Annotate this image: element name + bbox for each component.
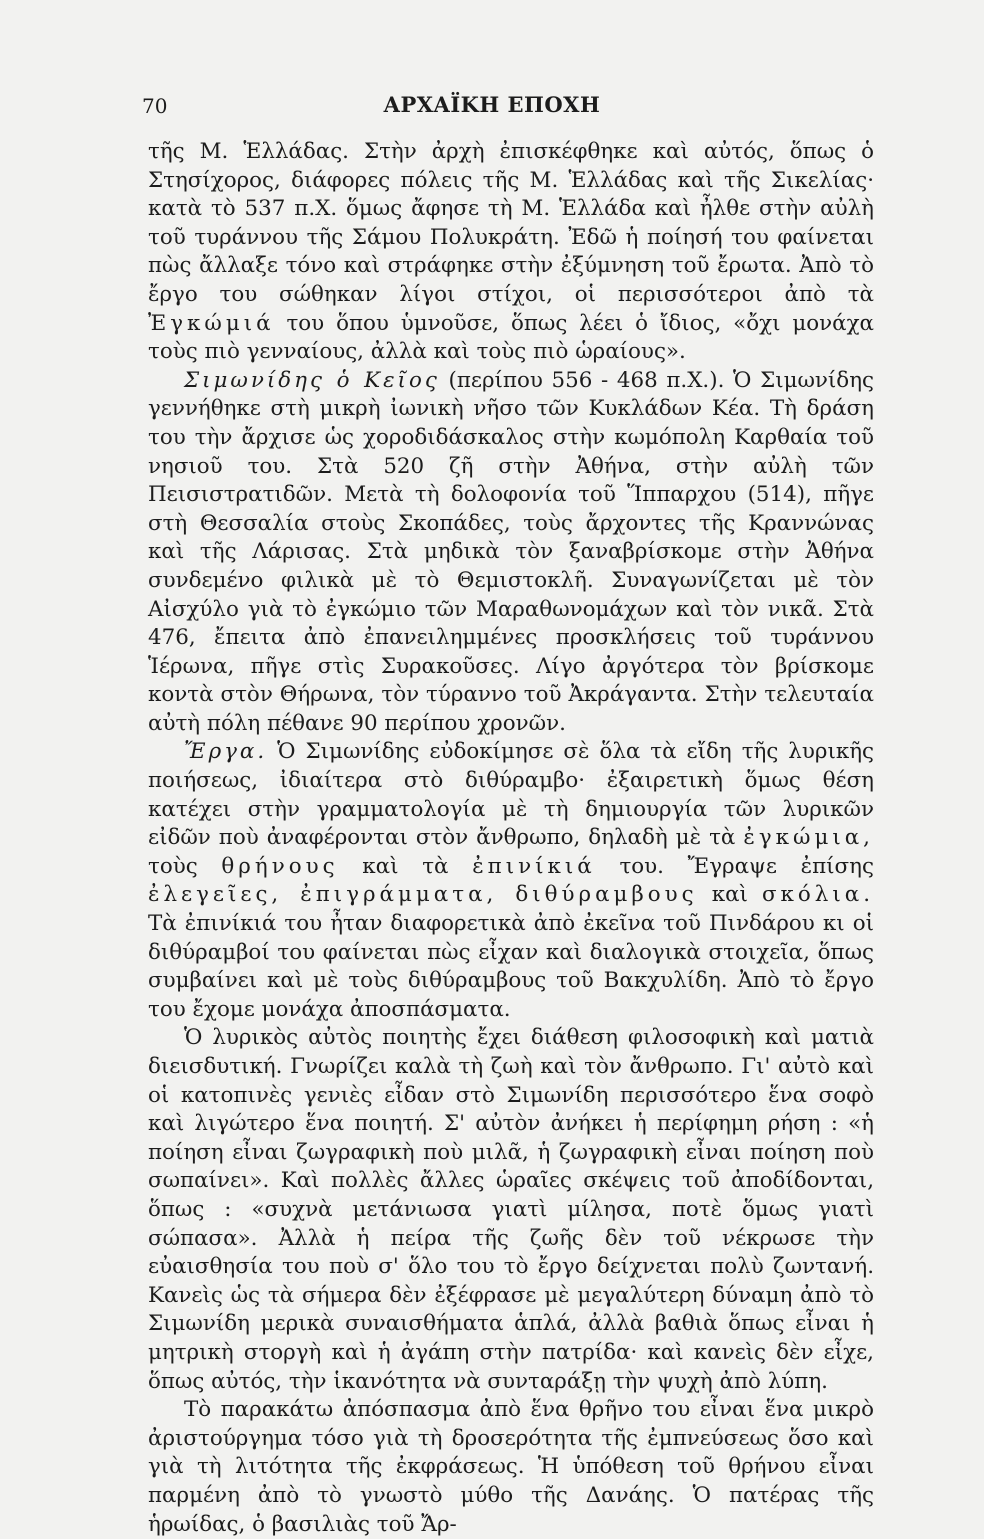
paragraph-1-spaced-term: Ἐγκώμιά [148,310,275,336]
paragraph-3-text-a: Ὁ Σιμωνίδης εὐδοκίμησε σὲ ὅλα τὰ εἴδη τῆς λυρικῆς ποιήσεως, ἰδιαίτερα στὸ διθύραμβο· ἐξαιρετικὴ ὅμως θέση κατέχει στὴν γραμματολογία μὲ τὴ δημιουργία τῶν λυρικῶν εἰδῶν ποὺ ἀναφέρονται στὸν ἄνθρωπο, δηλαδὴ μὲ τὰ [148,739,874,851]
paragraph-5 [148,1396,874,1539]
paragraph-1-text: τῆς Μ. Ἑλλάδας. Στὴν ἀρχὴ ἐπισκέφθηκε καὶ αὐτός, ὅπως ὁ Στησίχορος, διάφορες πόλεις τῆς Μ. Ἑλλάδας καὶ τῆς Σικελίας· κατὰ τὸ 537 π.Χ. ὅμως ἄφησε τὴ Μ. Ἑλλάδα καὶ ἦλθε στὴν αὐλὴ τοῦ τυράννου τῆς Σάμου Πολυκράτη. Ἐδῶ ἡ ποίησή του φαίνεται πὼς ἄλλαξε τόνο καὶ στράφηκε στὴν ἐξύμνηση τοῦ ἔρωτα. Ἀπὸ τὸ ἔργο του σώθηκαν λίγοι στίχοι, οἱ περισσότεροι ἀπὸ τὰ [148,139,874,307]
genre-epinikia: ἐπινίκιά [472,853,596,879]
paragraph-3-text-e: καὶ [711,882,748,908]
paragraph-4-text: Ὁ λυρικὸς αὐτὸς ποιητὴς ἔχει διάθεση φιλοσοφικὴ καὶ ματιὰ διεισδυτική. Γνωρίζει καλὰ τὴ ζωὴ καὶ τὸν ἄνθρωπο. Γι' αὐτὸ καὶ οἱ κατοπινὲς γενιὲς εἶδαν στὸ Σιμωνίδη περισσότερο ἕνα σοφὸ καὶ λιγώτερο ἕνα ποιητή. Σ' αὐτὸν ἀνήκει ἡ περίφημη ρήση : «ἡ ποίηση εἶναι ζωγραφικὴ ποὺ μιλᾶ, ἡ ζωγραφικὴ εἶναι ποίηση ποὺ σωπαίνει». Καὶ πολλὲς ἄλλες ὡραῖες σκέψεις τοῦ ἀποδίδονται, ὅπως : «συχνὰ μετάνιωσα γιατὶ μίλησα, ποτὲ ὅμως γιατὶ σώπασα». Ἀλλὰ ἡ πείρα τῆς ζωῆς δὲν τοῦ νέκρωσε τὴν εὐαισθησία του ποὺ σ' ὅλο του τὸ ἔργο δείχνεται πολὺ ζωντανή. Κανεὶς ὡς τὰ σήμερα δὲν ἐξέφρασε μὲ μεγαλύτερη δύναμη ἀπὸ τὸ Σιμωνίδη μερικὰ συναισθήματα ἁπλά, ἀλλὰ βαθιὰ ὅπως εἶναι ἡ μητρικὴ στοργὴ καὶ ἡ ἀγάπη στὴν πατρίδα· καὶ κανεὶς δὲν εἶχε, ὅπως αὐτός, τὴν ἱκανότητα νὰ συνταράξῃ τὴν ψυχὴ ἀπὸ λύπη. [148,1025,874,1394]
section-heading-simonides: Σιμωνίδης ὁ Κεῖος [184,367,440,393]
section-heading-works: Ἔργα. [184,739,268,765]
paragraph-1 [148,138,874,367]
running-title: ΑΡΧΑΪΚΗ ΕΠΟΧΗ [383,92,601,117]
genre-encomia: ἐγκώμια, [743,825,874,851]
paragraph-3-text-d: του. Ἔγραψε ἐπίσης [619,853,874,879]
paragraph-2 [148,367,874,739]
paragraph-5-text: Τὸ παρακάτω ἀπόσπασμα ἀπὸ ἕνα θρῆνο του εἶναι ἕνα μικρὸ ἀριστούργημα τόσο γιὰ τὴ δροσερότητα τῆς ἐμπνεύσεως ὅσο καὶ γιὰ τὴ λιτότητα τῆς ἐκφράσεως. Ἡ ὑπόθεση τοῦ θρήνου εἶναι παρμένη ἀπὸ τὸ γνωστὸ μύθο τῆς Δανάης. Ὁ πατέρας τῆς ἡρωίδας, ὁ βασιλιὰς τοῦ Ἄρ- [148,1397,874,1537]
paragraph-3-text-c: καὶ τὰ [362,853,449,879]
page-number: 70 [142,94,168,118]
paragraph-4 [148,1024,874,1396]
body-text [148,138,874,1539]
paragraph-3-text-b: τοὺς [148,853,198,879]
paragraph-2-text: (περίπου 556 - 468 π.Χ.). Ὁ Σιμωνίδης γεννήθηκε στὴ μικρὴ ἰωνικὴ νῆσο τῶν Κυκλάδων Κέα. Τὴ δράση του τὴν ἄρχισε ὡς χοροδιδάσκαλος στὴν κωμόπολη Καρθαία τοῦ νησιοῦ του. Στὰ 520 ζῆ στὴν Ἀθήνα, στὴν αὐλὴ τῶν Πεισιστρατιδῶν. Μετὰ τὴ δολοφονία τοῦ Ἵππαρχου (514), πῆγε στὴ Θεσσαλία στοὺς Σκοπάδες, τοὺς ἄρχοντες τῆς Κραννώνας καὶ τῆς Λάρισας. Στὰ μηδικὰ τὸν ξαναβρίσκομε στὴν Ἀθήνα συνδεμένο φιλικὰ μὲ τὸ Θεμιστοκλῆ. Συναγωνίζεται μὲ τὸν Αἰσχύλο γιὰ τὸ ἐγκώμιο τῶν Μαραθωνομάχων καὶ τὸν νικᾶ. Στὰ 476, ἔπειτα ἀπὸ ἐπανειλημμένες προσκλήσεις τοῦ τυράννου Ἱέρωνα, πῆγε στὶς Συρακοῦσες. Λίγο ἀργότερα τὸν βρίσκομε κοντὰ στὸν Θήρωνα, τὸν τύραννο τοῦ Ἀκράγαντα. Στὴν τελευταία αὐτὴ πόλη πέθανε 90 περίπου χρονῶν. [148,367,874,736]
paragraph-3 [148,738,874,1024]
genre-elegies-epigrams-dithyrambs: ἐλεγεῖες, ἐπιγράμματα, διθύραμβους [148,882,698,908]
genre-threnoi: θρήνους [221,853,339,879]
genre-skolia: σκόλια. [761,882,874,908]
paragraph-1-tail: του ὅπου ὑμνοῦσε, ὅπως λέει ὁ ἴδιος, «ὄχι μονάχα τοὺς πιὸ γενναίους, ἀλλὰ καὶ τοὺς πιὸ ὡραίους». [148,310,874,365]
paragraph-3-text-f: Τὰ ἐπινίκιά του ἦταν διαφορετικὰ ἀπὸ ἐκεῖνα τοῦ Πινδάρου κι οἱ διθύραμβοί του φαίνεται πὼς εἶχαν καὶ διαλογικὰ στοιχεῖα, ὅπως συμβαίνει καὶ μὲ τοὺς διθύραμβους τοῦ Βακχυλίδη. Ἀπὸ τὸ ἔργο του ἔχομε μονάχα ἀποσπάσματα. [148,911,874,1022]
